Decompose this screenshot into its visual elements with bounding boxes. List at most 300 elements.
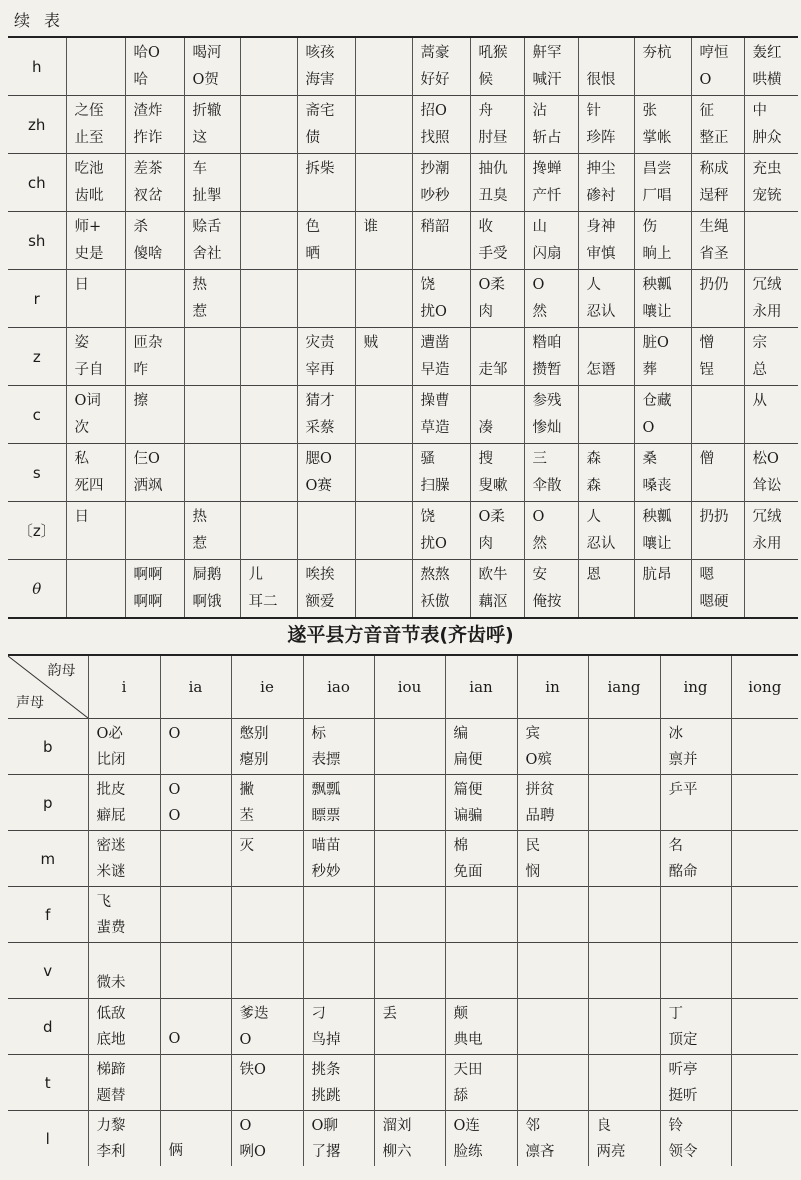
syllable-chars [700,531,744,557]
syllable-cell [731,1055,798,1111]
syllable-cell [160,943,231,999]
syllable-cell [524,560,578,619]
syllable-chars [364,125,412,151]
syllable-chars [312,889,374,915]
syllable-chars: 儿 [248,567,263,584]
syllable-cell [297,328,355,386]
syllable-cell [524,328,578,386]
syllable-cell [744,502,798,560]
syllable-cell [66,96,125,154]
syllable-chars: 叟嗽 [478,477,508,494]
syllable-chars: O贺 [192,71,219,88]
syllable-chars: 糌咱 [532,335,562,352]
syllable-cell [66,386,125,444]
syllable-chars [454,889,517,915]
syllable-chars: 三 [532,451,547,468]
syllable-chars: O [532,509,545,526]
syllable-chars: 力黎 [96,1118,126,1134]
syllable-cell [240,270,297,328]
syllable-chars [75,531,125,557]
syllable-chars [383,889,445,915]
syllable-cell [691,386,744,444]
syllable-chars: 葬 [642,361,657,378]
syllable-chars: 恩 [586,567,601,584]
syllable-cell [231,719,303,775]
syllable-chars: 额爱 [305,593,335,610]
syllable-chars: 瘪别 [239,752,269,768]
syllable-cell [660,887,731,943]
syllable-chars [526,889,588,915]
syllable-cell [184,37,240,96]
syllable-cell [355,386,412,444]
syllable-chars: 苤 [239,808,254,824]
syllable-chars [249,40,297,66]
syllable-chars [249,388,297,414]
syllable-cell [240,212,297,270]
syllable-chars [240,915,303,941]
syllable-chars: 惹 [192,535,207,552]
syllable-chars: 谁 [363,219,378,236]
syllable-chars: 怎谮 [586,361,616,378]
syllable-cell [125,386,184,444]
table-row [8,1055,798,1111]
syllable-chars [454,945,517,971]
syllable-chars: 溜刘 [382,1118,412,1134]
syllable-chars [306,272,355,298]
syllable-chars: 悯 [525,864,540,880]
syllable-chars [134,531,184,557]
syllable-chars: 宗 [752,335,767,352]
syllable-chars: 梯蹄 [96,1062,126,1078]
syllable-cell [184,560,240,619]
syllable-chars [740,803,799,829]
syllable-chars: 冗绒 [752,277,782,294]
syllable-chars [193,446,240,472]
syllable-cell [297,386,355,444]
syllable-chars [364,589,412,615]
syllable-cell [470,96,524,154]
syllable-chars: 拼贫 [525,782,555,798]
syllable-cell [445,943,517,999]
syllable-chars: 擦 [133,393,148,410]
syllable-cell [588,943,660,999]
syllable-cell [374,1111,445,1167]
syllable-cell [691,154,744,212]
syllable-chars: 棉 [453,838,468,854]
syllable-cell [524,212,578,270]
syllable-cell [303,1055,374,1111]
syllable-cell [731,831,798,887]
syllable-chars: 顶定 [668,1032,698,1048]
syllable-cell [634,328,691,386]
syllable-cell [744,444,798,502]
syllable-chars: 品聘 [525,808,555,824]
syllable-chars: 批皮 [96,782,126,798]
syllable-chars: 人 [586,509,601,526]
syllable-chars: 蒿豪 [420,45,450,62]
syllable-chars: 俺按 [532,593,562,610]
table-row [8,328,798,386]
syllable-chars: 热 [192,509,207,526]
syllable-chars: 扁便 [453,752,483,768]
syllable-chars [312,915,374,941]
syllable-chars: O [699,71,712,88]
syllable-chars [454,971,517,997]
syllable-chars: O柔 [478,509,505,526]
initial-label: r [8,270,66,328]
syllable-cell [588,1055,660,1111]
syllable-cell [355,502,412,560]
syllable-chars [740,859,799,885]
syllable-chars: 丁 [668,1006,683,1022]
syllable-cell [524,154,578,212]
syllable-chars: 灾责 [305,335,335,352]
syllable-chars: 爹迭 [239,1006,269,1022]
syllable-cell [634,37,691,96]
syllable-chars [597,803,660,829]
initial-label: p [8,775,88,831]
syllable-chars [597,859,660,885]
syllable-chars [383,833,445,859]
syllable-chars [669,915,731,941]
syllable-chars: O [168,808,181,824]
syllable-chars [740,971,799,997]
syllable-chars: 良 [596,1118,611,1134]
syllable-chars: 私 [74,451,89,468]
syllable-chars: 师+ [74,219,102,236]
syllable-cell [470,270,524,328]
syllable-chars [364,156,412,182]
syllable-chars: 拆柴 [305,161,335,178]
table-row [8,444,798,502]
syllable-cell [374,999,445,1055]
syllable-chars: 稍韶 [420,219,450,236]
syllable-cell [470,386,524,444]
syllable-chars [383,721,445,747]
syllable-chars: 珍阵 [586,129,616,146]
final-header: ing [660,655,731,719]
syllable-cell [125,154,184,212]
syllable-chars [193,415,240,441]
syllable-chars [700,299,744,325]
syllable-chars [249,415,297,441]
syllable-chars: O连 [453,1118,480,1134]
syllable-chars [383,915,445,941]
syllable-cell [588,887,660,943]
syllable-cell [517,1055,588,1111]
syllable-chars: 斋宅 [305,103,335,120]
syllable-cell [125,502,184,560]
syllable-chars [364,357,412,383]
syllable-chars [249,98,297,124]
syllable-chars: 名 [668,838,683,854]
initial-label: zh [8,96,66,154]
syllable-cell [231,1111,303,1167]
syllable-chars [134,504,184,530]
syllable-chars [383,777,445,803]
syllable-cell [691,270,744,328]
syllable-cell [691,444,744,502]
syllable-chars [383,859,445,885]
table-row [8,560,798,619]
syllable-cell [66,270,125,328]
syllable-cell [374,943,445,999]
syllable-cell [303,719,374,775]
syllable-cell [517,999,588,1055]
syllable-chars: 欧牛 [478,567,508,584]
syllable-chars: 忍认 [586,303,616,320]
syllable-chars: 搜 [478,451,493,468]
table-row [8,719,798,775]
syllable-chars: 憋别 [239,726,269,742]
syllable-chars: 袄傲 [420,593,450,610]
syllable-chars [306,531,355,557]
syllable-chars [249,214,297,240]
syllable-cell [66,212,125,270]
syllable-chars [740,1113,799,1139]
syllable-chars: O柔 [478,277,505,294]
syllable-cell [634,154,691,212]
syllable-cell [691,212,744,270]
syllable-cell [66,154,125,212]
syllable-chars: O [168,726,181,742]
syllable-cell [125,328,184,386]
syllable-cell [231,775,303,831]
syllable-chars [597,1027,660,1053]
syllable-cell [744,270,798,328]
syllable-chars: 日 [74,277,89,294]
syllable-cell [445,1055,517,1111]
syllable-cell [355,96,412,154]
syllable-cell [88,887,160,943]
syllable-chars [700,473,744,499]
syllable-cell [578,212,634,270]
syllable-cell [355,37,412,96]
table-row [8,502,798,560]
syllable-cell [297,96,355,154]
syllable-cell [445,887,517,943]
syllable-chars: 谝骗 [453,808,483,824]
syllable-cell [744,96,798,154]
syllable-chars [587,330,634,356]
syllable-chars [249,299,297,325]
syllable-chars: O [168,1031,181,1047]
syllable-cell [240,37,297,96]
syllable-chars [134,415,184,441]
table-row [8,212,798,270]
syllable-chars [740,747,799,773]
syllable-chars: 铃 [668,1118,683,1134]
syllable-cell [160,831,231,887]
syllable-chars [740,721,799,747]
syllable-chars [249,357,297,383]
syllable-chars: 邻 [525,1118,540,1134]
table-row [8,887,798,943]
syllable-chars [526,1001,588,1027]
syllable-chars: 逞秤 [699,187,729,204]
syllable-chars: 色 [305,219,320,236]
syllable-cell [517,775,588,831]
syllable-chars [169,971,231,997]
syllable-chars: 憎 [699,335,714,352]
syllable-chars: 扰O [420,303,447,320]
syllable-cell [184,386,240,444]
syllable-chars [312,971,374,997]
syllable-chars [740,777,799,803]
syllable-chars [240,889,303,915]
syllable-chars: 针 [586,103,601,120]
syllable-chars [597,1083,660,1109]
syllable-chars: 灭 [239,838,254,854]
syllable-cell [412,386,470,444]
final-header: iong [731,655,798,719]
syllable-cell [297,560,355,619]
syllable-cell [240,560,297,619]
syllable-cell [160,775,231,831]
syllable-chars: 早造 [420,361,450,378]
syllable-chars: 嗯 [699,567,714,584]
syllable-chars [421,241,470,267]
syllable-cell [125,444,184,502]
syllable-chars: 扔扔 [699,509,729,526]
syllable-chars: 秒妙 [311,864,341,880]
syllable-chars: 称成 [699,161,729,178]
syllable-chars: 微未 [96,975,126,991]
initial-label: d [8,999,88,1055]
syllable-cell [634,270,691,328]
syllable-chars: 唉挨 [305,567,335,584]
initial-label: b [8,719,88,775]
syllable-chars: 遭凿 [420,335,450,352]
syllable-cell [88,719,160,775]
syllable-cell [125,212,184,270]
syllable-chars [383,971,445,997]
syllable-chars: 铁O [239,1062,266,1078]
syllable-chars: 饶 [420,509,435,526]
syllable-chars: 表摽 [311,752,341,768]
syllable-chars: 洒飒 [133,477,163,494]
syllable-chars [364,183,412,209]
syllable-cell [88,943,160,999]
syllable-chars [740,1057,799,1083]
syllable-cell [184,212,240,270]
syllable-chars: 天田 [453,1062,483,1078]
syllable-cell [184,270,240,328]
syllable-chars: 乒平 [668,782,698,798]
syllable-chars: 斩占 [532,129,562,146]
syllable-chars: 晒 [305,245,320,262]
syllable-chars [169,747,231,772]
syllable-chars [753,241,799,267]
syllable-chars [597,889,660,915]
syllable-chars: 森 [586,451,601,468]
syllable-chars: 永用 [752,535,782,552]
syllable-chars [240,945,303,971]
syllable-chars: 扫臊 [420,477,450,494]
syllable-chars: 吼猴 [478,45,508,62]
syllable-chars [669,971,731,997]
syllable-chars [75,299,125,325]
syllable-chars: 免面 [453,864,483,880]
initial-label: sh [8,212,66,270]
syllable-chars: 嚷让 [642,535,672,552]
syllable-cell [88,999,160,1055]
initial-label: v [8,943,88,999]
syllable-chars [249,183,297,209]
syllable-chars: 总 [752,361,767,378]
syllable-chars [740,1001,799,1027]
syllable-chars: 搀蝉 [532,161,562,178]
syllable-chars: 张 [642,103,657,120]
syllable-table-continued [8,36,798,619]
syllable-chars: 飘瓢 [311,782,341,798]
syllable-cell [355,328,412,386]
syllable-chars: 了撂 [311,1144,341,1160]
syllable-chars: 李利 [96,1144,126,1160]
syllable-cell [517,943,588,999]
syllable-chars: 仓藏 [642,393,672,410]
syllable-cell [184,154,240,212]
syllable-cell [412,328,470,386]
syllable-cell [355,444,412,502]
syllable-chars [587,589,634,615]
syllable-chars: 征 [699,103,714,120]
syllable-chars: 舍社 [192,245,222,262]
syllable-cell [125,560,184,619]
syllable-cell [691,328,744,386]
syllable-cell [303,887,374,943]
syllable-chars: 惹 [192,303,207,320]
syllable-chars: 史是 [74,245,104,262]
syllable-cell [303,943,374,999]
syllable-cell [66,502,125,560]
table-row [8,1111,798,1167]
syllable-chars [740,1083,799,1109]
syllable-chars [753,214,799,240]
syllable-chars: 渣炸 [133,103,163,120]
syllable-chars: 杀 [133,219,148,236]
syllable-cell [240,386,297,444]
syllable-chars: 宰再 [305,361,335,378]
syllable-chars [597,1057,660,1083]
syllable-cell [517,887,588,943]
syllable-chars [454,915,517,941]
syllable-chars: 招O [420,103,447,120]
syllable-chars: 耳二 [248,593,278,610]
syllable-chars [249,156,297,182]
syllable-chars: 熬熬 [420,567,450,584]
syllable-chars: 耸讼 [752,477,782,494]
syllable-cell [691,502,744,560]
syllable-chars: 哄横 [752,71,782,88]
syllable-chars [587,415,634,441]
syllable-chars: 攒暂 [532,361,562,378]
syllable-chars [306,504,355,530]
final-header: iao [303,655,374,719]
syllable-chars: 颠 [453,1006,468,1022]
syllable-cell [634,502,691,560]
syllable-chars: 轰红 [752,45,782,62]
syllable-cell [445,831,517,887]
syllable-chars: 哼恒 [699,45,729,62]
syllable-cell [303,831,374,887]
syllable-chars [364,531,412,557]
syllable-cell [412,154,470,212]
syllable-chars [364,272,412,298]
syllable-cell [445,719,517,775]
syllable-chars: 人 [586,277,601,294]
syllable-chars [75,40,125,66]
